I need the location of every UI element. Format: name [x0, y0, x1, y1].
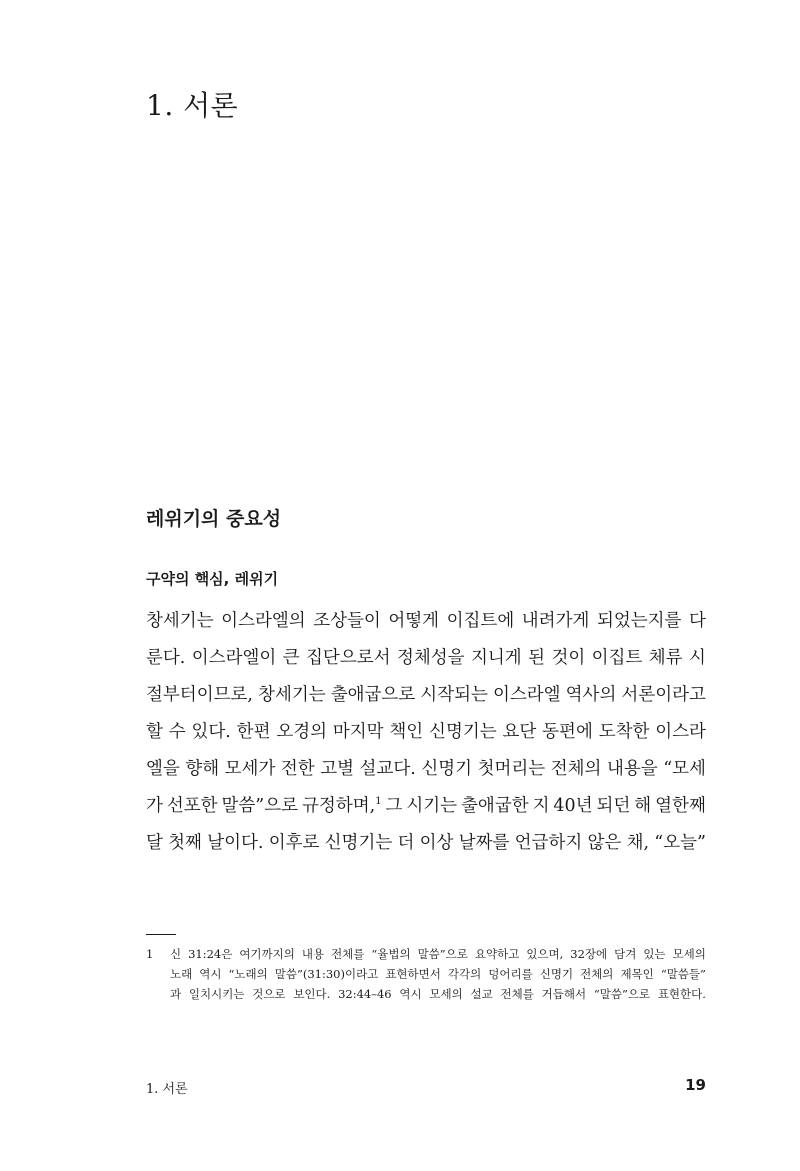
word: 신명기는	[324, 833, 393, 853]
word: 31:24은	[188, 947, 233, 961]
word: 내용을	[606, 759, 658, 779]
word: 이스라엘의	[221, 611, 306, 631]
word: 이후로	[268, 833, 320, 853]
word: 시	[689, 648, 706, 668]
word: 역시	[199, 967, 222, 981]
word: 다	[689, 611, 706, 631]
word: 첫머리는	[477, 759, 546, 779]
word: 시기는	[406, 796, 458, 816]
word: 집단으로서	[306, 648, 391, 668]
footnote-number: 1	[146, 947, 154, 961]
word: 모세의	[429, 987, 463, 1001]
word: “율법의	[371, 947, 411, 961]
word: 이집트	[591, 648, 643, 668]
word: 노래	[170, 967, 193, 981]
word: 더	[397, 833, 415, 853]
body-line	[146, 640, 706, 677]
word: 되었는지를	[596, 611, 682, 631]
word: 덩어리를	[488, 967, 533, 981]
word: 것이	[551, 648, 586, 668]
word: 담겨	[614, 947, 637, 961]
word: 날이다.	[207, 833, 264, 853]
word: 체류	[648, 648, 683, 668]
footnote-line	[170, 964, 706, 984]
word: 도착한	[598, 722, 650, 742]
footnote-line	[170, 944, 706, 964]
body-line	[146, 751, 706, 788]
word: 시작되는	[420, 685, 488, 705]
word: 달	[146, 833, 163, 853]
word: 날짜를	[458, 833, 510, 853]
word: 설교다.	[359, 759, 416, 779]
word: 서론이라고	[621, 685, 706, 705]
word: 일치시키는	[188, 987, 245, 1001]
word: 오경의	[276, 722, 328, 742]
body-line	[146, 714, 706, 751]
body-line	[146, 603, 706, 640]
word: 표현한다.	[657, 987, 706, 1001]
word: 창세기는	[258, 685, 326, 705]
word: 책인	[389, 722, 424, 742]
word: 내려가게	[521, 611, 590, 631]
word: 열한째	[655, 796, 706, 816]
word: 내용	[301, 947, 325, 961]
word: 전체를	[331, 947, 365, 961]
word: 이집트에	[446, 611, 515, 631]
word: “오늘”	[654, 833, 706, 853]
word: 신명기는	[429, 722, 497, 742]
word: 지	[532, 796, 550, 816]
word: 신명기	[539, 967, 574, 981]
footnote-line	[170, 984, 706, 1004]
footnote-divider	[146, 934, 176, 935]
word: 전한	[280, 759, 315, 779]
body-paragraph	[146, 603, 706, 862]
word: 할	[146, 722, 163, 742]
section-heading: 레위기의 중요성	[146, 508, 282, 530]
word: 첫째	[168, 833, 202, 853]
word: 큰	[282, 648, 300, 668]
word: 있는	[643, 947, 666, 961]
word: 가	[146, 796, 163, 816]
subsection-heading: 구약의 핵심, 레위기	[146, 570, 279, 588]
word: 제목인	[620, 967, 654, 981]
footnote-reference[interactable]: 1	[375, 796, 382, 808]
word: 고별	[320, 759, 355, 779]
word: 전체의	[550, 759, 602, 779]
word: 이스라	[655, 722, 706, 742]
word: 모세가	[224, 759, 276, 779]
word: 정체성을	[396, 648, 465, 668]
word: 조상들이	[313, 611, 381, 631]
word: 언급하지	[514, 833, 583, 853]
word: “노래의	[228, 967, 268, 981]
word: 채,	[626, 833, 650, 853]
word: 이스라엘이	[191, 648, 277, 668]
running-footer: 1. 서론	[146, 1082, 188, 1097]
word: 신	[170, 947, 182, 961]
footnote-text	[170, 944, 706, 1004]
word: 역사의	[565, 685, 617, 705]
word: 32:44–46	[338, 987, 392, 1001]
word: 말씀”으로	[221, 796, 299, 816]
word: 않은	[587, 833, 622, 853]
word: 이상	[419, 833, 454, 853]
word: 설교	[470, 987, 493, 1001]
word: “모세	[663, 759, 706, 779]
word: 수	[168, 722, 186, 742]
word: 출애굽으로	[330, 685, 416, 705]
word: 32장에	[570, 947, 608, 961]
word: 거듭해서	[541, 987, 587, 1001]
word: 전체의	[580, 967, 614, 981]
word: 전체를	[500, 987, 534, 1001]
word: 된	[528, 648, 546, 668]
word: 해	[634, 796, 652, 816]
word: 보인다.	[293, 987, 331, 1001]
word: 마지막	[332, 722, 384, 742]
word: 모세의	[672, 947, 706, 961]
word: 출애굽한	[461, 796, 529, 816]
body-line	[146, 677, 706, 714]
word: 것으로	[252, 987, 286, 1001]
word: 그	[385, 796, 403, 816]
word: “말씀”으로	[593, 987, 651, 1001]
word: 향해	[185, 759, 220, 779]
word: 요단	[502, 722, 537, 742]
word: 동편에	[542, 722, 593, 742]
word: 엘을	[146, 759, 180, 779]
word: 말씀”으로	[417, 947, 468, 961]
word: 룬다.	[146, 648, 186, 668]
word: 규정하며,$^1$	[302, 796, 382, 816]
word: 있다.	[191, 722, 231, 742]
word: 한편	[236, 722, 271, 742]
word: 표현하면서	[385, 967, 441, 981]
body-line	[146, 788, 706, 825]
word: 말씀”(31:30)이라고	[274, 967, 379, 981]
word: 이스라엘	[492, 685, 561, 705]
word: 창세기는	[146, 611, 214, 631]
word: 있으며,	[526, 947, 564, 961]
word: 여기까지의	[239, 947, 295, 961]
word: 신명기	[421, 759, 473, 779]
word: “말씀들”	[660, 967, 706, 981]
page-number: 19	[685, 1076, 706, 1094]
chapter-title: 1. 서론	[146, 89, 239, 122]
word: 어떻게	[388, 611, 440, 631]
word: 지니게	[471, 648, 522, 668]
word: 40년	[553, 796, 593, 816]
word: 요약하고	[474, 947, 520, 961]
body-line	[146, 825, 706, 862]
word: 각각의	[447, 967, 482, 981]
word: 절부터이므로,	[146, 685, 253, 705]
word: 과	[170, 987, 182, 1001]
word: 되던	[596, 796, 631, 816]
word: 역시	[399, 987, 422, 1001]
word: 선포한	[166, 796, 218, 816]
